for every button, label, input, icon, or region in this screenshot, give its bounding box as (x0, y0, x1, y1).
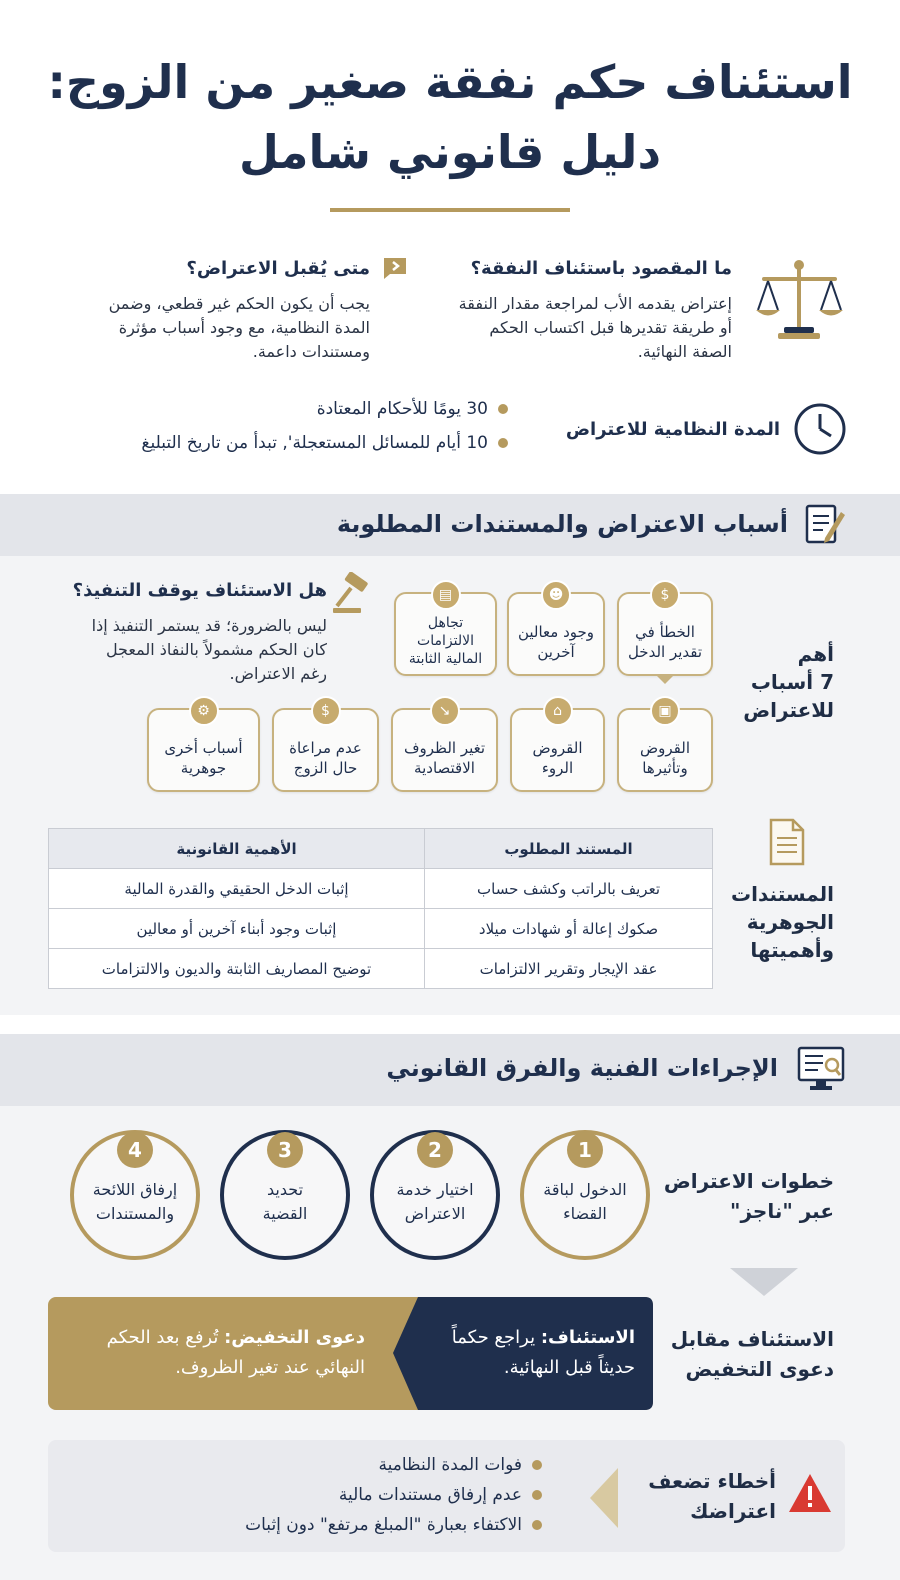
table-row (49, 869, 713, 909)
step-circle: 4 إرفاق اللائحة والمستندات (70, 1130, 200, 1260)
compare-label: الاستئناف مقابل دعوى التخفيض (670, 1327, 834, 1381)
mistake-item: فوات المدة النظامية (378, 1455, 542, 1475)
table-cell: إثبات وجود أبناء آخرين أو معالين (49, 909, 425, 949)
table-header-row (49, 829, 713, 869)
reasons-section-title: أسباب الاعتراض والمستندات المطلوبة (336, 510, 788, 538)
scales-icon (752, 255, 847, 345)
deadline-heading: المدة النظامية للاعتراض (565, 419, 780, 440)
mistakes-label: أخطاء تضعف اعتراضك (648, 1469, 776, 1523)
reduction-text: دعوى التخفيض: تُرفع بعد الحكم النهائي عند تغير الظروف. (106, 1327, 365, 1378)
chat-bubble-icon (382, 256, 408, 280)
bullet-icon (498, 404, 508, 414)
paper-icon (767, 818, 807, 866)
table-row (49, 949, 713, 989)
step-number: 2 (417, 1132, 453, 1168)
bullet-icon (532, 1460, 542, 1470)
people-icon: ☻ (541, 580, 571, 610)
comparison-banner (48, 1297, 653, 1410)
deadline-item: 30 يومًا للأحكام المعتادة (317, 399, 508, 419)
documents-label: المستندات الجوهرية وأهميتها (731, 882, 834, 962)
when-text: يجب أن يكون الحكم غير قطعي، وضمن المدة النظامية، مع وجود أسباب مؤثرة ومستندات داعمة. (108, 294, 370, 361)
table-row (49, 909, 713, 949)
reason-card: ⚙ أسباب أخرى جوهرية (147, 708, 260, 792)
table-cell: إثبات الدخل الحقيقي والقدرة المالية (49, 869, 425, 909)
step-circle: 2 اختيار خدمة الاعتراض (370, 1130, 500, 1260)
stay-heading: هل الاستئناف يوقف التنفيذ؟ (72, 580, 327, 601)
step-number: 3 (267, 1132, 303, 1168)
table-header-cell: المستند المطلوب (425, 829, 713, 869)
document-edit-icon (803, 502, 847, 548)
bullet-icon (498, 438, 508, 448)
reason-card: ☻ وجود معالين آخرين (507, 592, 605, 676)
table-header-cell: الأهمية القانونية (49, 829, 425, 869)
money-icon: $ (650, 580, 680, 610)
document-icon: ▤ (431, 580, 461, 610)
table-cell: عقد الإيجار وتقرير الالتزامات (425, 949, 713, 989)
step-circle: 1 الدخول لباقة القضاء (520, 1130, 650, 1260)
reason-card: ⌂ القروض الروء (510, 708, 605, 792)
reasons-label: أهم 7 أسباب للاعتراض (743, 642, 834, 722)
clock-icon (793, 402, 847, 456)
page-title-line-1: استئناف حكم نفقة صغير من الزوج: (47, 55, 853, 109)
step-number: 1 (567, 1132, 603, 1168)
meaning-text: إعتراض يقدمه الأب لمراجعة مقدار النفقة أو طريقة تقديرها قبل اكتساب الحكم الصفة النهائية. (458, 294, 732, 361)
reason-card: ▣ القروض وتأثيرها (617, 708, 713, 792)
page-title-line-2: دليل قانوني شامل (238, 125, 662, 179)
pointer-left-icon (590, 1468, 618, 1528)
bullet-icon (532, 1490, 542, 1500)
appeal-text: الاستئناف: يراجع حكماً حديثاً قبل النهائية. (451, 1327, 635, 1378)
table-cell: توضيح المصاريف الثابتة والديون والالتزامات (49, 949, 425, 989)
loan-icon: ▣ (650, 696, 680, 726)
chart-down-icon: ↘ (430, 696, 460, 726)
reason-card: ↘ تغير الظروف الاقتصادية (391, 708, 498, 792)
meaning-heading: ما المقصود باستئناف النفقة؟ (470, 258, 732, 279)
warning-icon (787, 1472, 833, 1514)
table-cell: تعريف بالراتب وكشف حساب (425, 869, 713, 909)
step-circle: 3 تحديد القضية (220, 1130, 350, 1260)
table-cell: صكوك إعالة أو شهادات ميلاد (425, 909, 713, 949)
documents-table (48, 828, 713, 989)
reason-card: ▤ تجاهل الالتزامات المالية الثابتة (394, 592, 497, 676)
house-icon: ⌂ (543, 696, 573, 726)
monitor-search-icon (796, 1045, 846, 1093)
gavel-icon (331, 572, 377, 614)
step-number: 4 (117, 1132, 153, 1168)
when-heading: متى يُقبل الاعتراض؟ (186, 258, 370, 279)
reason-card: $ الخطأ في تقدير الدخل (617, 592, 713, 676)
money-bag-icon: $ (311, 696, 341, 726)
title-divider (330, 208, 570, 212)
gear-icon: ⚙ (189, 696, 219, 726)
procedures-section-title: الإجراءات الفنية والفرق القانوني (386, 1054, 778, 1082)
bullet-icon (532, 1520, 542, 1530)
down-arrow-icon (730, 1268, 798, 1296)
mistake-item: الاكتفاء بعبارة "المبلغ مرتفع" دون إثبات (245, 1515, 542, 1535)
deadline-item: 10 أيام للمسائل المستعجلة', تبدأ من تاريخ التبليغ (141, 433, 508, 453)
mistake-item: عدم إرفاق مستندات مالية (339, 1485, 542, 1505)
reason-card: $ عدم مراعاة حال الزوج (272, 708, 379, 792)
stay-text: ليس بالضرورة؛ قد يستمر التنفيذ إذا كان الحكم مشمولاً بالنفاذ المعجل رغم الاعتراض. (91, 616, 327, 683)
card-pointer (656, 675, 674, 684)
steps-label: خطوات الاعتراض عبر "ناجز" (663, 1169, 834, 1223)
